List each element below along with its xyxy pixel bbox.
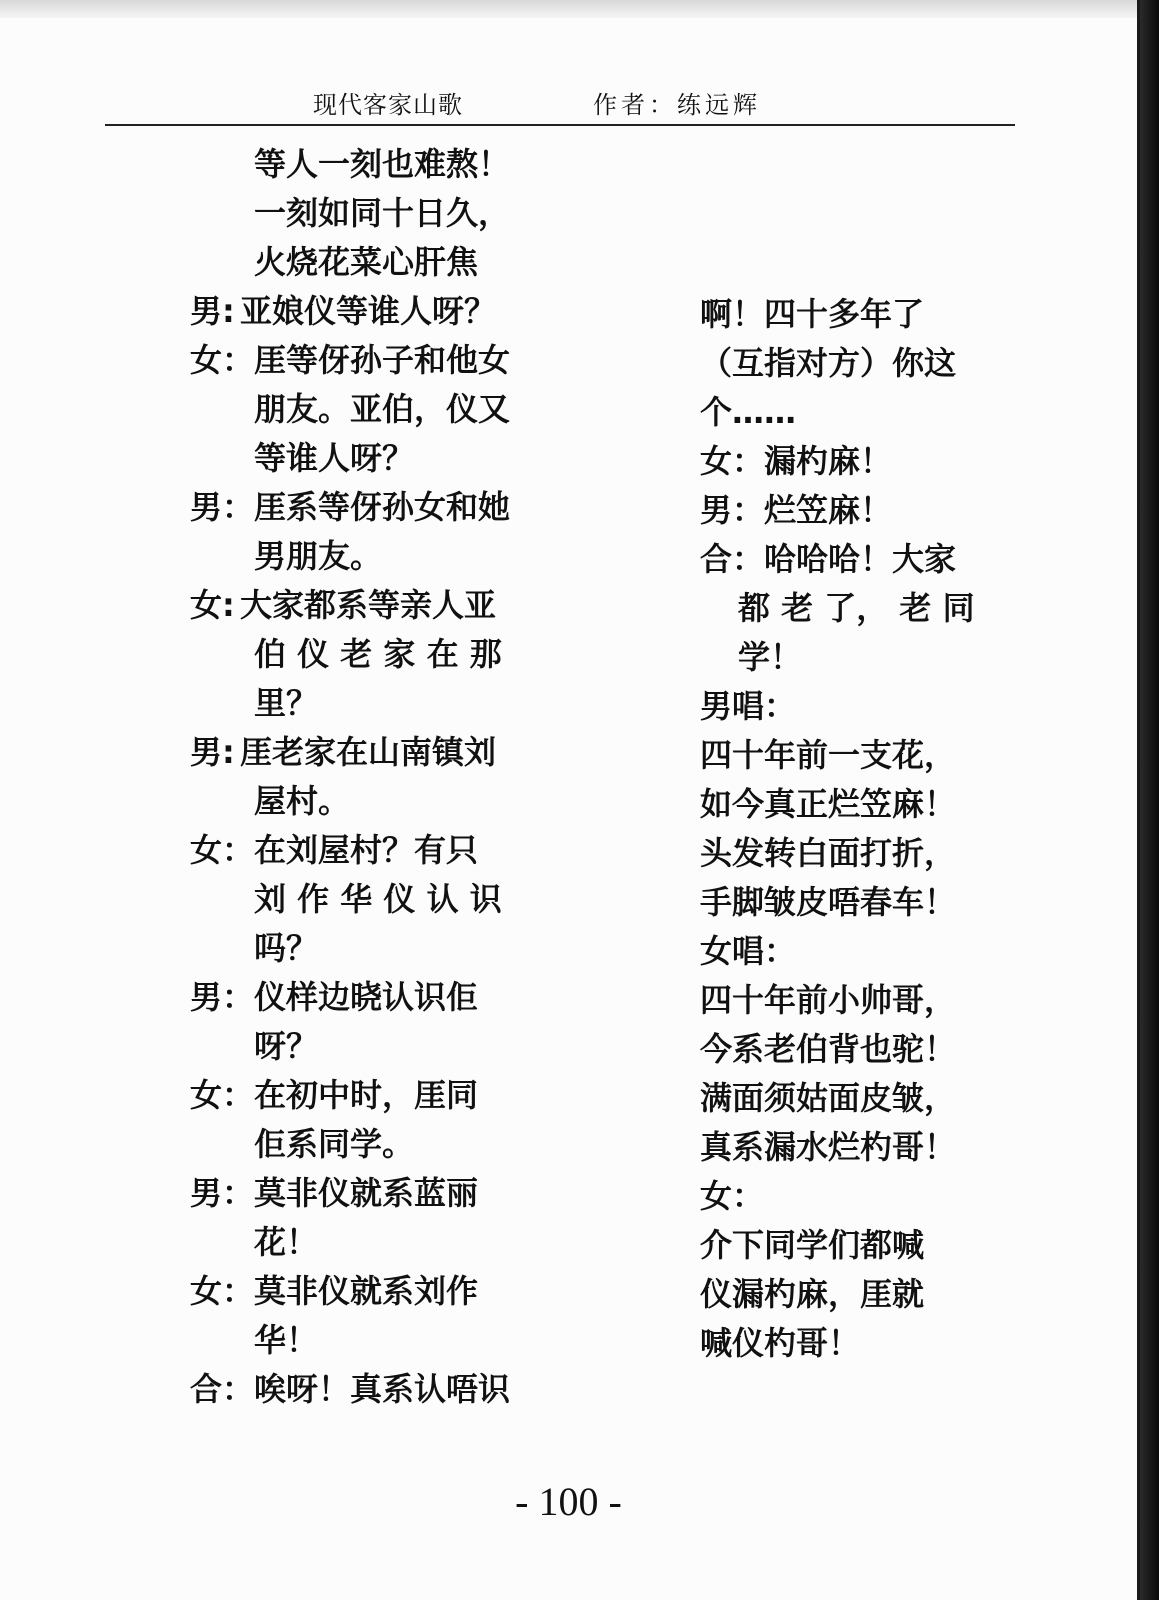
dialogue-line — [190, 1120, 580, 1169]
dialogue-line — [700, 1025, 1020, 1074]
line-text: 今系老伯背也驼！ — [700, 1030, 957, 1068]
dialogue-line — [700, 927, 1020, 976]
speaker-label: 男： — [190, 488, 255, 526]
line-text: 莫非仪就系刘作 — [254, 1272, 479, 1310]
line-text: 刘 作 华 仪 认 识 — [254, 880, 502, 918]
line-text: 四十年前一支花， — [700, 736, 957, 774]
dialogue-line — [190, 287, 580, 336]
dialogue-line — [190, 140, 580, 189]
line-text: 都 老 了， 老 同 — [738, 589, 975, 627]
line-text: 大家都系等亲人亚 — [240, 586, 497, 624]
dialogue-line — [190, 238, 580, 287]
dialogue-line — [190, 1316, 580, 1365]
line-text: 吗？ — [254, 929, 319, 967]
line-text: 莫非仪就系蓝丽 — [254, 1174, 479, 1212]
line-text: 漏杓麻！ — [764, 442, 893, 480]
speaker-label: 合： — [190, 1370, 255, 1408]
left-column — [190, 140, 580, 1414]
dialogue-line — [700, 1221, 1020, 1270]
dialogue-line — [190, 434, 580, 483]
line-text: 喊仪杓哥！ — [700, 1324, 861, 1362]
dialogue-line — [190, 679, 580, 728]
dialogue-line — [700, 1123, 1020, 1172]
dialogue-line — [700, 878, 1020, 927]
line-text: 头发转白面打折， — [700, 834, 957, 872]
line-text: 呀？ — [254, 1027, 319, 1065]
line-text: 满面须姑面皮皱， — [700, 1079, 957, 1117]
dialogue-line — [700, 584, 1020, 633]
dialogue-line — [190, 875, 580, 924]
line-text: 等谁人呀？ — [254, 439, 415, 477]
scan-edge-shadow — [1140, 0, 1159, 1600]
line-text: 佢系同学。 — [254, 1125, 415, 1163]
line-text: 花！ — [254, 1223, 319, 1261]
dialogue-line — [190, 826, 580, 875]
speaker-label: 女： — [190, 341, 255, 379]
line-text: 在刘屋村？有只 — [254, 831, 479, 869]
dialogue-line — [700, 388, 1020, 437]
line-text: 哈哈哈！大家 — [764, 540, 957, 578]
dialogue-line — [190, 924, 580, 973]
line-text: 朋友。亚伯，仪又 — [254, 390, 511, 428]
line-text: 介下同学们都喊 — [700, 1226, 925, 1264]
line-text: 厓老家在山南镇刘 — [240, 733, 497, 771]
dialogue-line — [700, 1270, 1020, 1319]
dialogue-line — [190, 630, 580, 679]
dialogue-line — [700, 682, 1020, 731]
dialogue-line — [700, 829, 1020, 878]
book-title: 现代客家山歌 — [313, 91, 463, 119]
speaker-label: 女： — [190, 831, 255, 869]
dialogue-line — [190, 189, 580, 238]
line-text: 仪样边晓认识佢 — [254, 978, 479, 1016]
dialogue-line — [700, 1172, 1020, 1221]
line-text: 学！ — [738, 638, 803, 676]
line-text: 火烧花菜心肝焦 — [254, 243, 479, 281]
dialogue-line — [190, 728, 580, 777]
dialogue-line — [190, 1365, 580, 1414]
line-text: 厓等伢孙子和他女 — [254, 341, 511, 379]
dialogue-line — [700, 1319, 1020, 1368]
dialogue-line — [700, 731, 1020, 780]
dialogue-line — [190, 1267, 580, 1316]
speaker-label: 男: — [190, 292, 235, 330]
dialogue-line — [700, 339, 1020, 388]
dialogue-line — [190, 1022, 580, 1071]
line-text: 男唱： — [700, 687, 797, 725]
dialogue-line — [190, 581, 580, 630]
dialogue-line — [700, 633, 1020, 682]
line-text: 厓系等伢孙女和她 — [254, 488, 511, 526]
line-text: 等人一刻也难熬！ — [254, 145, 511, 183]
line-text: 伯 仪 老 家 在 那 — [254, 635, 502, 673]
line-text: 在初中时，厓同 — [254, 1076, 479, 1114]
running-header — [105, 86, 1015, 126]
line-text: 手脚皱皮唔春车！ — [700, 883, 957, 921]
line-text: 屋村。 — [254, 782, 351, 820]
line-text: 女唱： — [700, 932, 797, 970]
speaker-label: 女： — [190, 1076, 255, 1114]
right-column — [700, 290, 1020, 1368]
speaker-label: 女： — [190, 1272, 255, 1310]
dialogue-line — [700, 780, 1020, 829]
line-text: 亚娘仪等谁人呀？ — [240, 292, 497, 330]
line-text: 啊！四十多年了 — [700, 295, 925, 333]
line-text: 如今真正烂笠麻！ — [700, 785, 957, 823]
dialogue-line — [190, 385, 580, 434]
page-number: - 100 - — [515, 1479, 622, 1524]
line-text: 男朋友。 — [254, 537, 383, 575]
dialogue-line — [700, 437, 1020, 486]
line-text: （互指对方）你这 — [700, 344, 957, 382]
dialogue-line — [700, 290, 1020, 339]
line-text: 里？ — [254, 684, 319, 722]
speaker-label: 女： — [700, 442, 765, 480]
dialogue-line — [190, 336, 580, 385]
dialogue-line — [700, 535, 1020, 584]
dialogue-line — [190, 777, 580, 826]
dialogue-line — [700, 976, 1020, 1025]
page-top-edge — [0, 0, 1137, 18]
line-text: 女： — [700, 1177, 765, 1215]
dialogue-line — [190, 532, 580, 581]
line-text: 真系漏水烂杓哥！ — [700, 1128, 957, 1166]
line-text: 烂笠麻！ — [764, 491, 893, 529]
line-text: 个…… — [700, 393, 797, 431]
author-line: 作者：练远辉 — [593, 91, 761, 119]
line-text: 华！ — [254, 1321, 319, 1359]
dialogue-line — [700, 486, 1020, 535]
line-text: 一刻如同十日久， — [254, 194, 511, 232]
dialogue-line — [190, 1218, 580, 1267]
dialogue-line — [190, 483, 580, 532]
speaker-label: 男： — [190, 978, 255, 1016]
dialogue-line — [190, 1169, 580, 1218]
speaker-label: 男： — [190, 1174, 255, 1212]
line-text: 仪漏杓麻，厓就 — [700, 1275, 925, 1313]
line-text: 四十年前小帅哥， — [700, 981, 957, 1019]
line-text: 唉呀！真系认唔识 — [254, 1370, 511, 1408]
speaker-label: 女: — [190, 586, 235, 624]
speaker-label: 男： — [700, 491, 765, 529]
dialogue-line — [700, 1074, 1020, 1123]
speaker-label: 男: — [190, 733, 235, 771]
speaker-label: 合： — [700, 540, 765, 578]
dialogue-line — [190, 973, 580, 1022]
dialogue-line — [190, 1071, 580, 1120]
